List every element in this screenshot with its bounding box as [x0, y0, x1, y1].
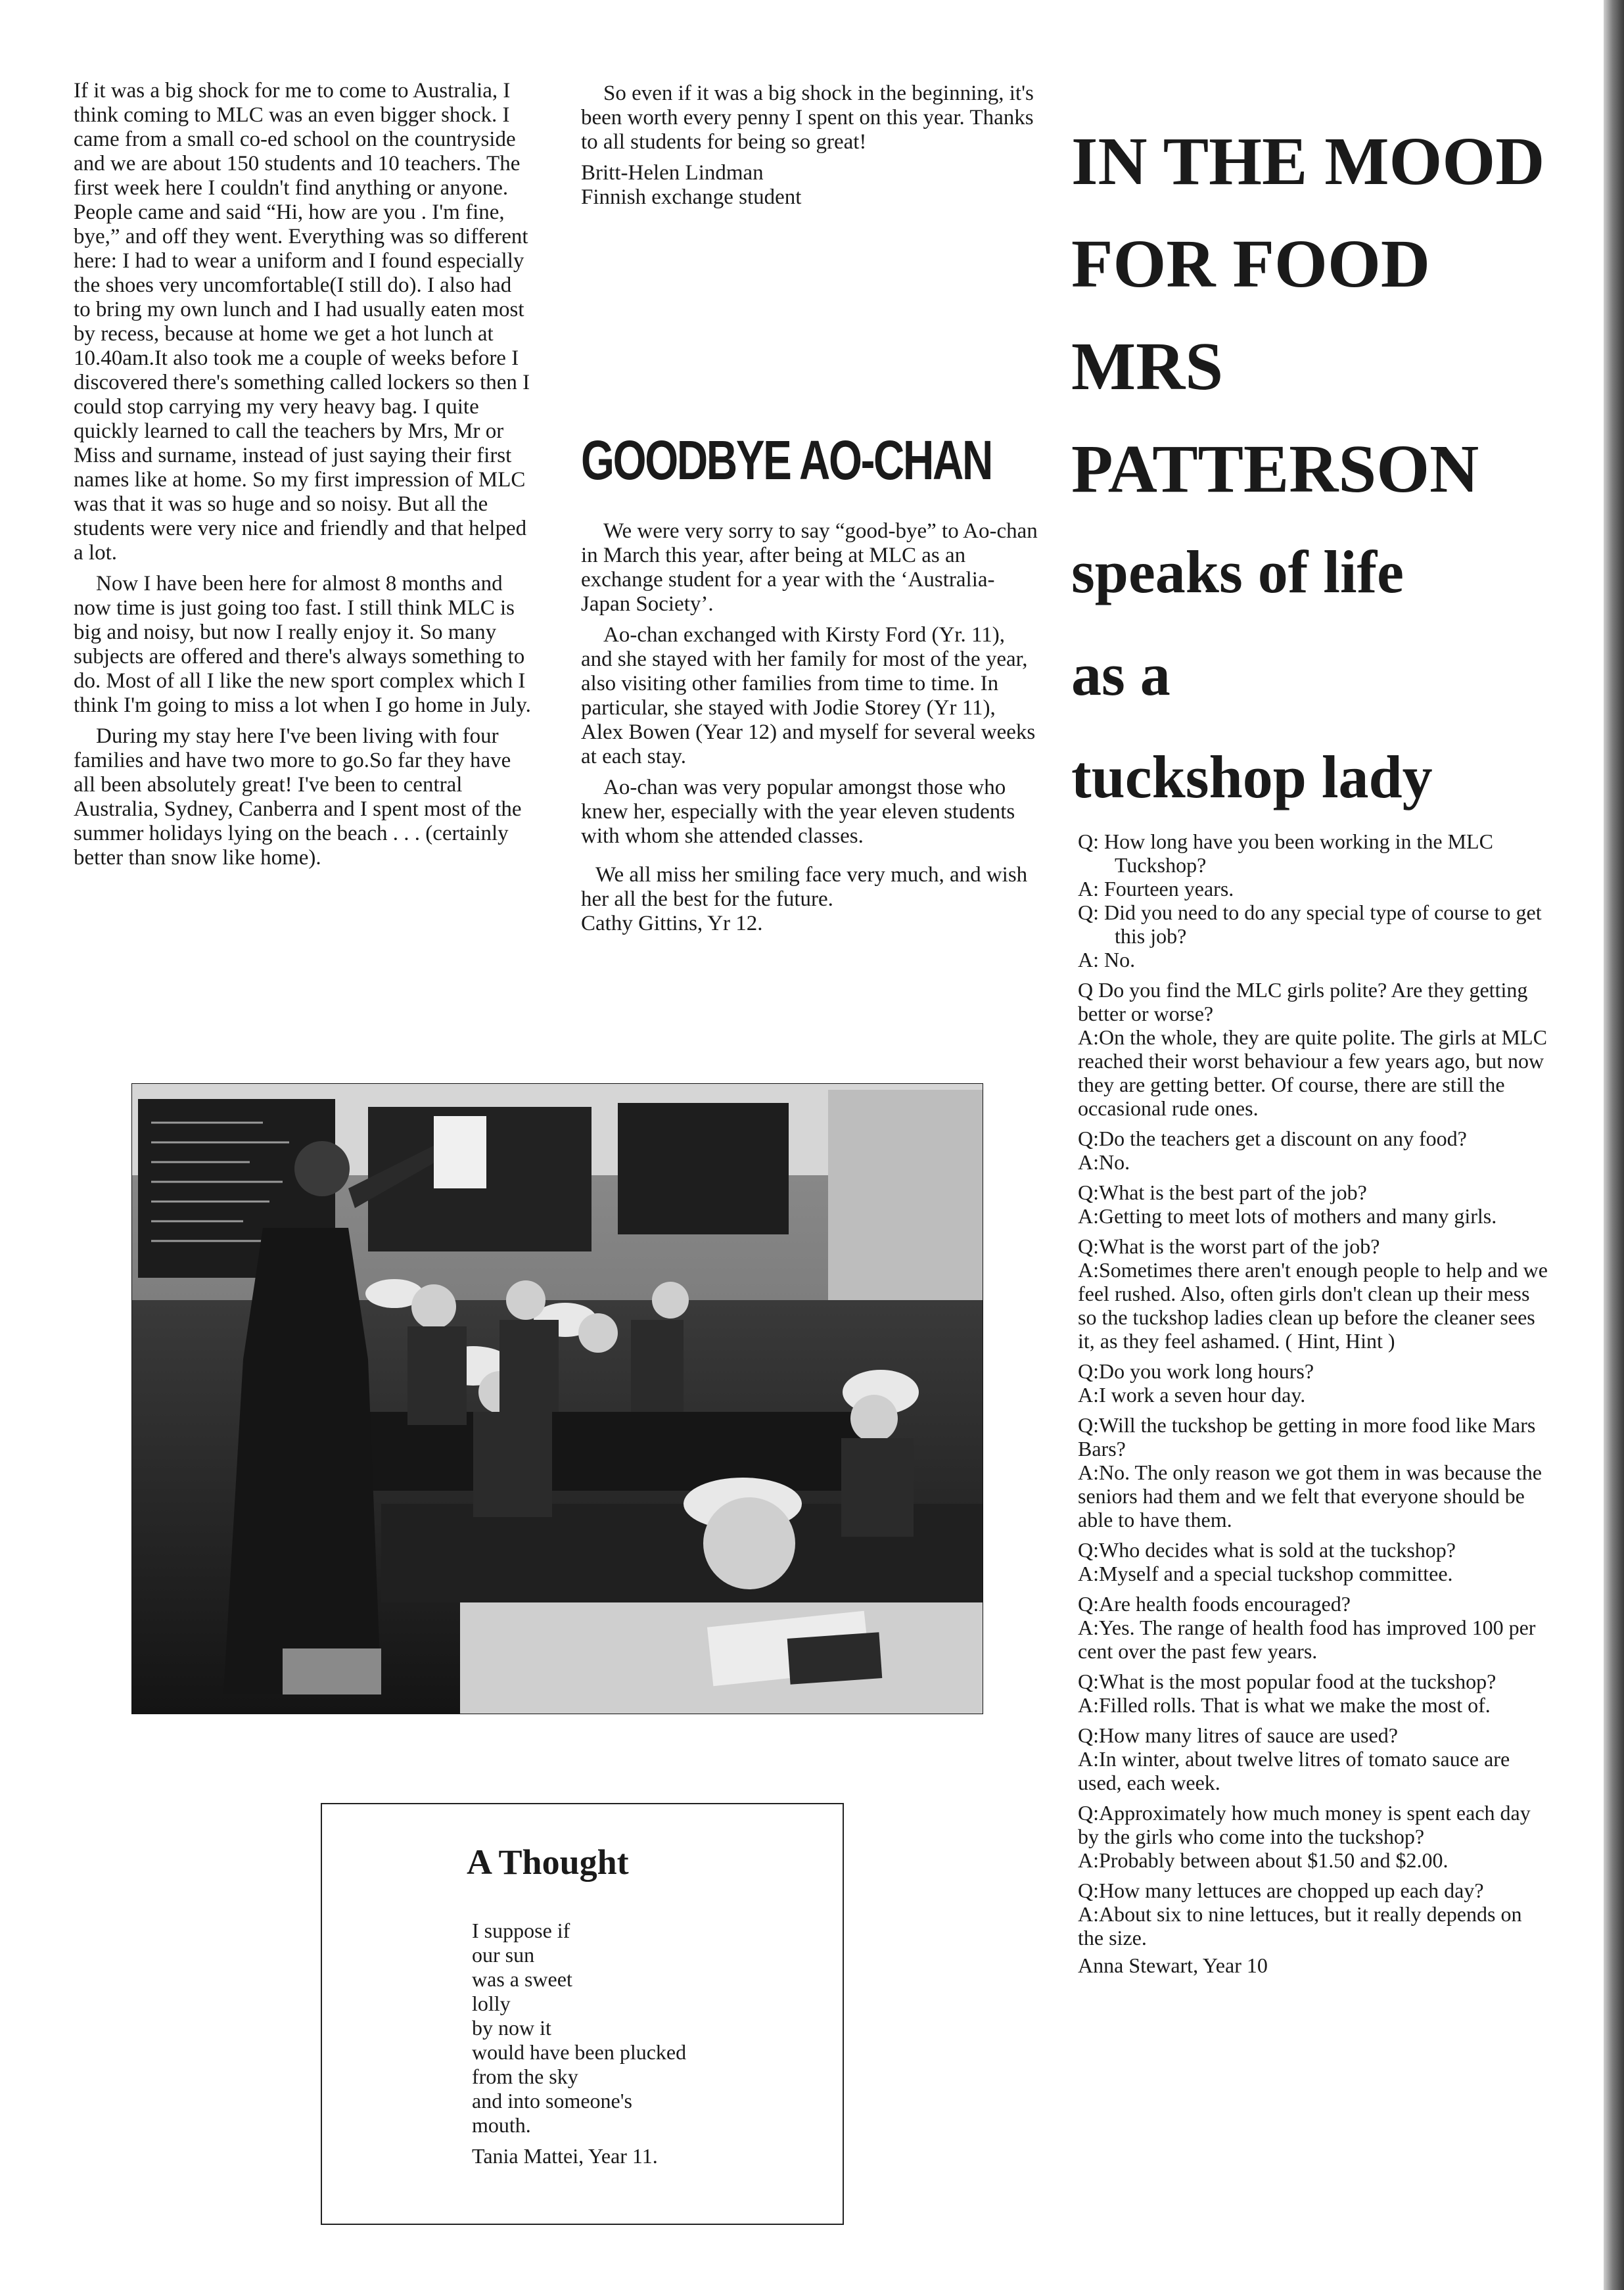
heading-line: IN THE MOOD [1071, 124, 1545, 199]
tuckshop-heading [1071, 110, 1597, 828]
interview-answer: A:Probably between about $1.50 and $2.00. [1078, 1848, 1449, 1872]
thought-poem-box [321, 1803, 844, 2225]
interview-question: Q:Do you work long hours? [1078, 1359, 1314, 1383]
interview-answer: A:In winter, about twelve litres of tomato sauce are used, each week. [1078, 1747, 1510, 1794]
poem-line: I suppose if [472, 1919, 570, 1942]
exchange-article-column [74, 79, 534, 877]
poem-line: lolly [472, 1992, 511, 2015]
article-paragraph: During my stay here I've been living with four families and have two more to go.So far they have all been absolutely great! I've been to central Australia, Sydney, Canberra and I spent most of the summer holidays lying on the beach . . . (certainly better than snow like home). [74, 724, 522, 870]
goodbye-heading: GOODBYE AO-CHAN [581, 429, 992, 491]
heading-line: PATTERSON [1071, 431, 1479, 507]
goodbye-author: Cathy Gittins, Yr 12. [581, 912, 763, 935]
interview-question: Q: Did you need to do any special type of course to get this job? [1078, 900, 1542, 948]
interview-answer: A:Getting to meet lots of mothers and many girls. [1078, 1204, 1497, 1228]
interview-answer: A:No. The only reason we got them in was because the seniors had them and we felt that everyone should be able to have them. [1078, 1460, 1542, 1531]
interview-answer: A:Yes. The range of health food has improved 100 per cent over the past few years. [1078, 1616, 1536, 1663]
interview-question: Q:Who decides what is sold at the tuckshop? [1078, 1538, 1456, 1562]
poem-line: and into someone's [472, 2089, 632, 2113]
interview-answer: A:Filled rolls. That is what we make the most of. [1078, 1693, 1491, 1717]
article-paragraph: Now I have been here for almost 8 months and now time is just going too fast. I still think MLC is big and noisy, but now I really enjoy it. So many subjects are offered and there's always something to do. Most of all I like the new sport complex which I think I'm going to miss a lot when I go home in July. [74, 572, 531, 717]
thought-title: A Thought [467, 1842, 629, 1882]
interview-question: Q:What is the most popular food at the tuckshop? [1078, 1670, 1496, 1693]
page-binding-edge [1604, 0, 1624, 2290]
poem-line: our sun [472, 1943, 535, 1967]
poem-author: Tania Mattei, Year 11. [472, 2144, 658, 2168]
interview-answer: A:I work a seven hour day. [1078, 1383, 1306, 1407]
poem-line: was a sweet [472, 1967, 572, 1991]
goodbye-article [581, 519, 1041, 936]
interview-answer: A: Fourteen years. [1078, 877, 1234, 900]
interview-question: Q Do you find the MLC girls polite? Are they getting better or worse? [1078, 978, 1528, 1025]
poem-line: mouth. [472, 2113, 531, 2137]
interview-question: Q:Approximately how much money is spent each day by the girls who come into the tuckshop? [1078, 1801, 1531, 1848]
exchange-article-continuation [581, 82, 1041, 210]
interview-answer: A:About six to nine lettuces, but it really depends on the size. [1078, 1902, 1522, 1950]
interview-question: Q:What is the best part of the job? [1078, 1180, 1367, 1204]
interview-question: Q:How many litres of sauce are used? [1078, 1723, 1398, 1747]
goodbye-paragraph: Ao-chan was very popular amongst those who knew her, especially with the year eleven students with whom she attended classes. [581, 776, 1015, 848]
interview-answer: A:On the whole, they are quite polite. The girls at MLC reached their worst behaviour a few years ago, but now they are getting better. Of course, there are still the occasional rude ones. [1078, 1025, 1547, 1120]
article-author-note: Finnish exchange student [581, 185, 802, 209]
interview-answer: A:Sometimes there aren't enough people to help and we feel rushed. Also, often girls don't clean up their mess so the tuckshop ladies clean up before the cleaner sees it, as they feel ashamed. ( Hint, Hint ) [1078, 1258, 1548, 1353]
poem-line: would have been plucked [472, 2040, 687, 2064]
interview-answer: A: No. [1078, 948, 1136, 971]
interview-question: Q:How many lettuces are chopped up each day? [1078, 1879, 1484, 1902]
poem-line: by now it [472, 2016, 551, 2040]
goodbye-paragraph: Ao-chan exchanged with Kirsty Ford (Yr. 11), and she stayed with her family for most of the year, also visiting other families from time to time. In particular, she stayed with Jodie Storey (Yr 11), Alex Bowen (Year 12) and myself for several weeks at each stay. [581, 623, 1036, 768]
heading-line: FOR FOOD [1071, 226, 1430, 302]
interview-question: Q:Will the tuckshop be getting in more food like Mars Bars? [1078, 1413, 1536, 1460]
interview-question: Q:Do the teachers get a discount on any food? [1078, 1127, 1467, 1150]
article-author: Britt-Helen Lindman [581, 161, 764, 185]
heading-line: as a [1071, 641, 1171, 708]
interview-question: Q: How long have you been working in the MLC Tuckshop? [1078, 830, 1493, 877]
interview-question: Q:Are health foods encouraged? [1078, 1592, 1351, 1616]
goodbye-paragraph: We all miss her smiling face very much, and wish her all the best for the future. [581, 863, 1028, 911]
interview-question: Q:What is the worst part of the job? [1078, 1234, 1380, 1258]
heading-line: tuckshop lady [1071, 743, 1433, 810]
article-paragraph: If it was a big shock for me to come to Australia, I think coming to MLC was an even bigger shock. I came from a small co-ed school on the countryside and we are about 150 students and 10 teachers. The first week here I couldn't find anything or anyone. People came and said “Hi, how are you . I'm fine, bye,” and off they went. Everything was so different here: I had to wear a uniform and I found especially the shoes very uncomfortable(I still do). I also had to bring my own lunch and I had usually eaten most by recess, because at home we get a hot lunch at 10.40am.It also took me a couple of weeks before I discovered there's something called lockers so then I could stop carrying my very heavy bag. I quite quickly learned to call the teachers by Mrs, Mr or Miss and surname, instead of just saying their first names like at home. So my first impression of MLC was that it was so huge and so noisy. But all the students were very nice and friendly and that helped a lot. [74, 79, 530, 565]
heading-line: speaks of life [1071, 538, 1404, 605]
heading-line: MRS [1071, 329, 1224, 404]
poem-line: from the sky [472, 2065, 578, 2088]
tuckshop-interview [1078, 830, 1551, 1977]
interview-answer: A:No. [1078, 1150, 1130, 1174]
article-paragraph: So even if it was a big shock in the beginning, it's been worth every penny I spent on this year. Thanks to all students for being so great! [581, 82, 1034, 154]
interview-answer: A:Myself and a special tuckshop committee. [1078, 1562, 1453, 1585]
thought-poem [472, 1919, 686, 2168]
interview-author: Anna Stewart, Year 10 [1078, 1953, 1268, 1977]
goodbye-paragraph: We were very sorry to say “good-bye” to Ao-chan in March this year, after being at MLC as an exchange student for a year with the ‘Australia-Japan Society’. [581, 519, 1038, 616]
classroom-photo [131, 1083, 983, 1714]
